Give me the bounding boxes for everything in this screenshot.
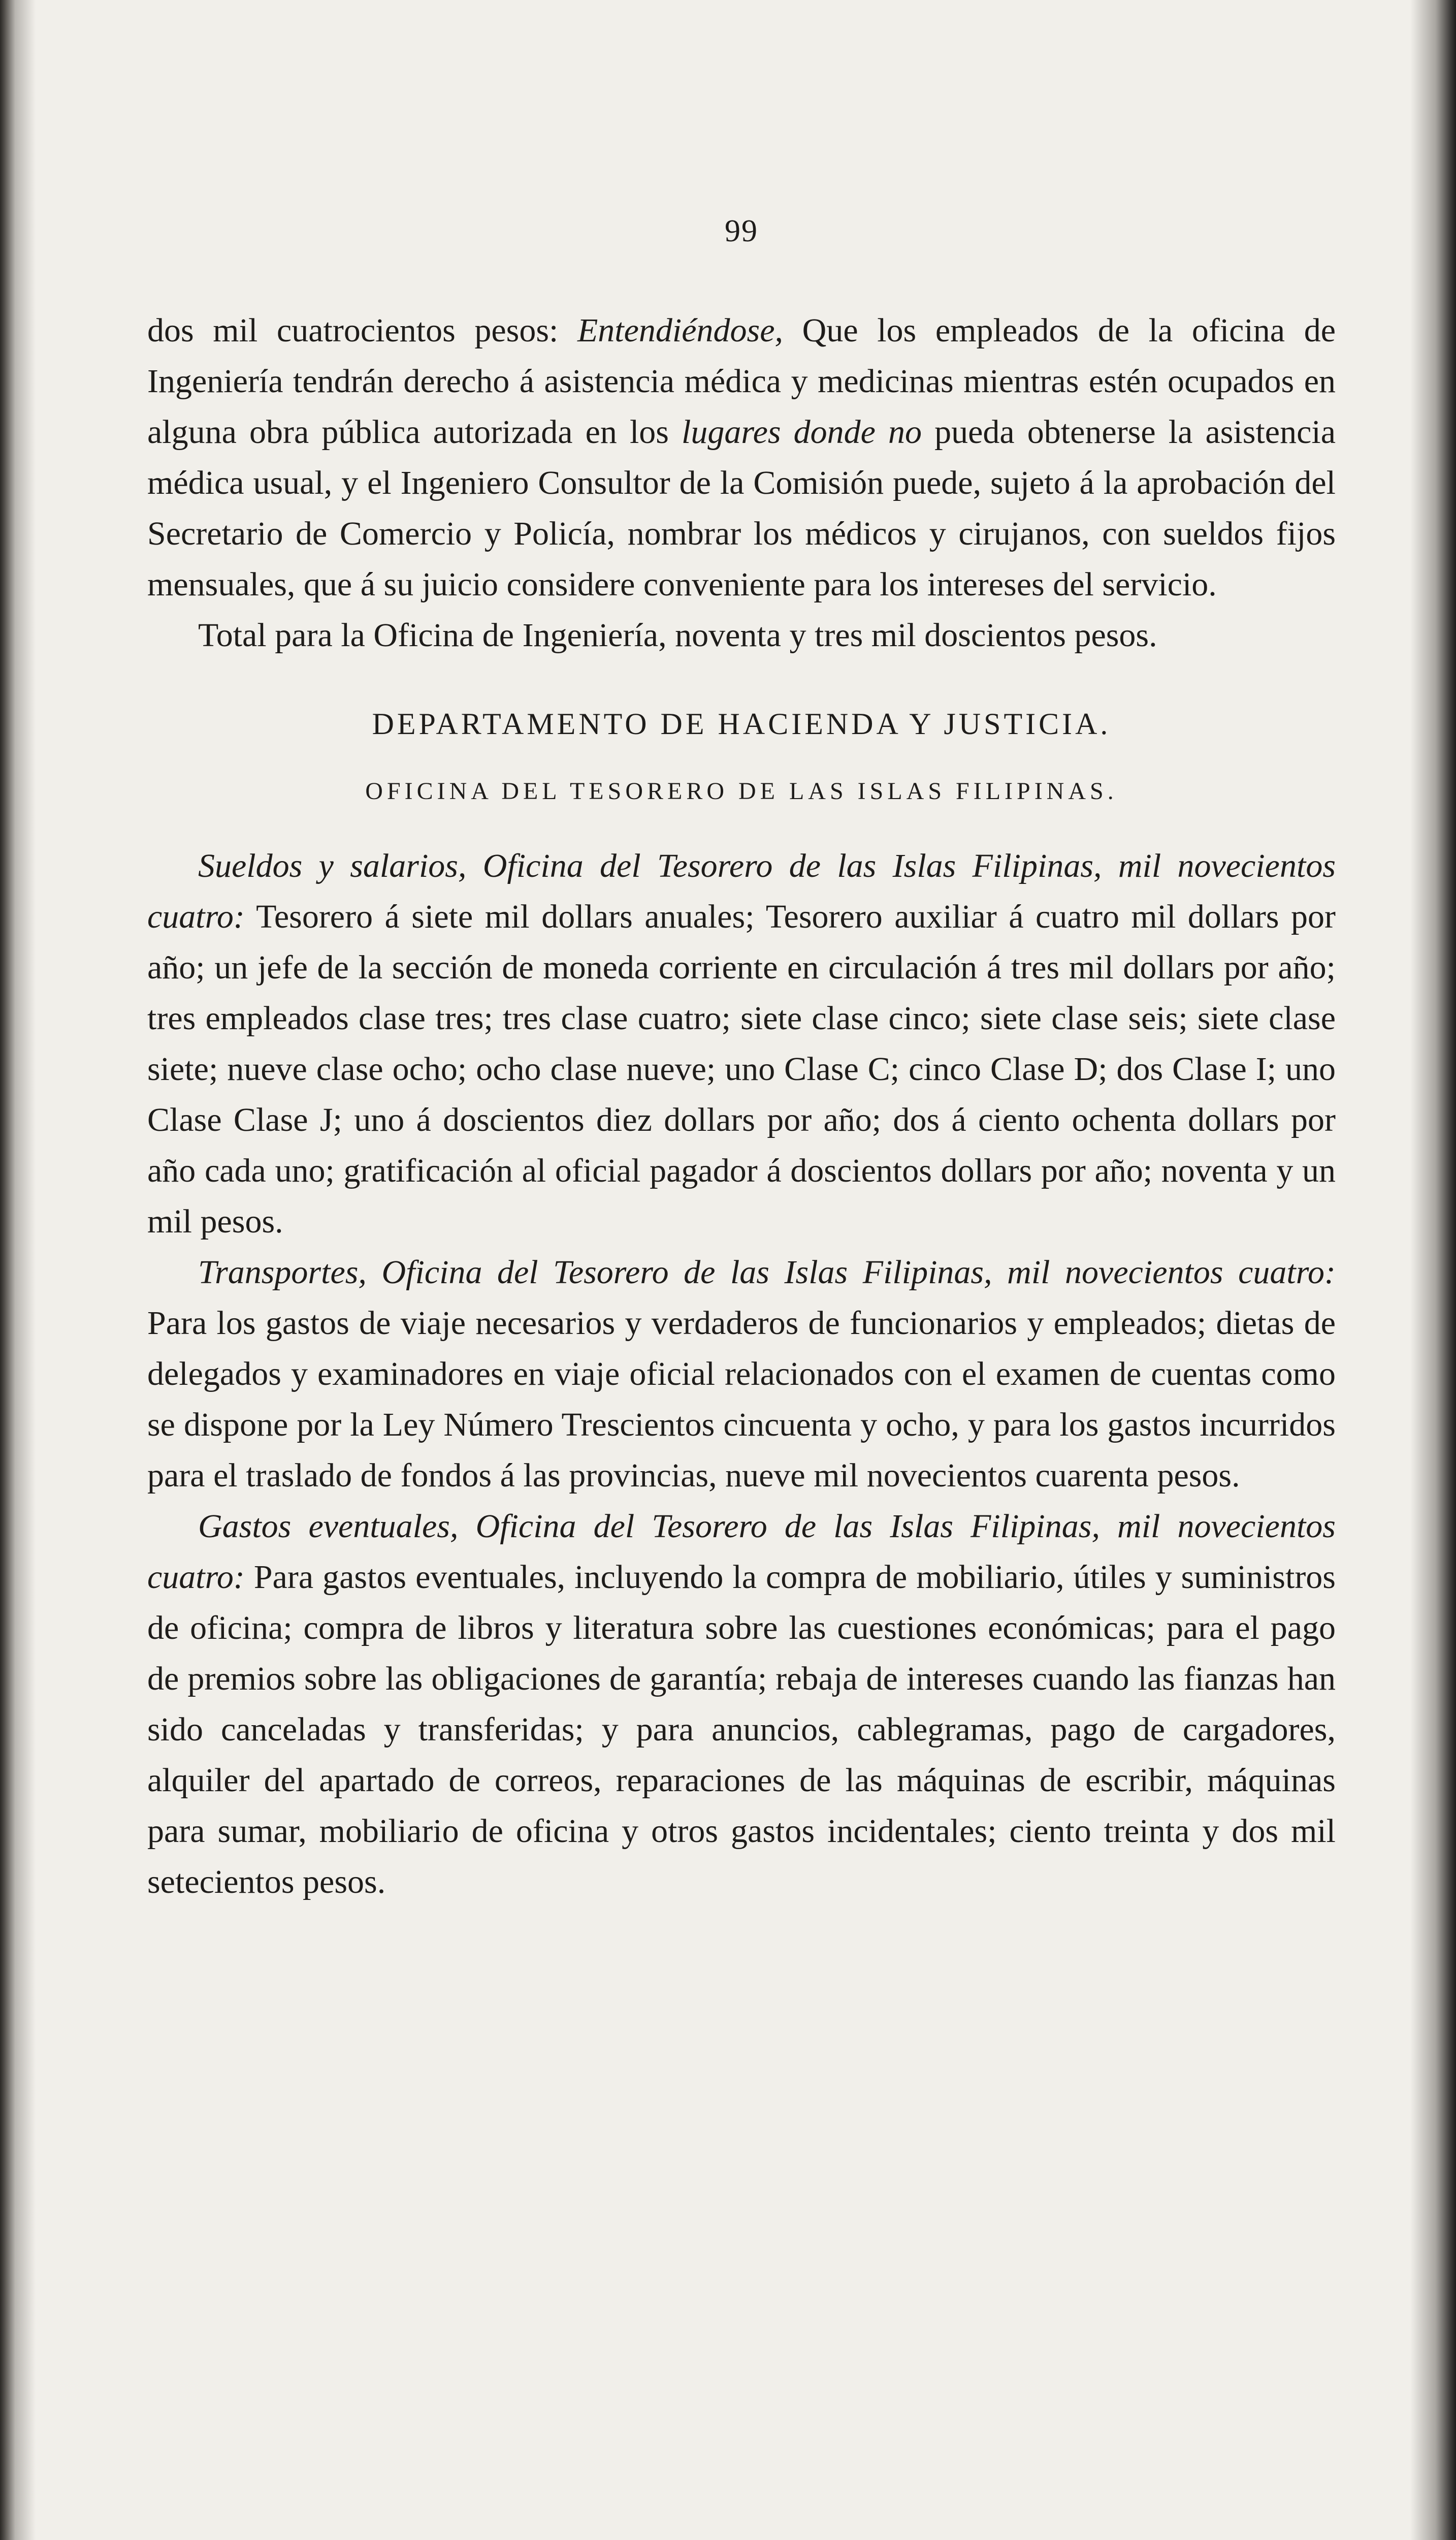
page-edge-left [0,0,36,2540]
paragraph-text: Para los gastos de viaje necesarios y verdaderos de funcionarios y empleados; dietas de delegados y examinadores en viaje oficial relacionados con el examen de cuentas como se dispone por la Ley Número Trescientos cincuenta y ocho, y para los gastos incurridos para el traslado de fondos á las provincias, nueve mil novecientos cuarenta pesos. [147,1305,1336,1494]
paragraph-text: Que los empleados de la oficina de Ingeniería tendrán derecho á asistencia médica y medicinas mientras estén ocupados en alguna obra pública autorizada en los [147,312,1336,451]
paragraph-medical-assistance [147,305,1336,610]
paragraph-contingent-expenses [147,1501,1336,1908]
paragraph-total-engineering: Total para la Oficina de Ingeniería, noventa y tres mil doscientos pesos. [198,617,1157,654]
paragraph-text: pueda obtenerse la asistencia médica usual, y el Ingeniero Consultor de la Comisión puede, sujeto á la aprobación del Secretario de Comercio y Policía, nombrar los médicos y cirujanos, con sueldos fijos mensuales, que á su juicio considere conveniente para los intereses del servicio. [147,414,1336,603]
section-subheading: OFICINA DEL TESORERO DE LAS ISLAS FILIPINAS. [365,778,1118,805]
paragraph-text: Tesorero á siete mil dollars anuales; Tesorero auxiliar á cuatro mil dollars por año; un jefe de la sección de moneda corriente en circulación á tres mil dollars por año; tres empleados clase tres; tres clase cuatro; siete clase cinco; siete clase seis; siete clase siete; nueve clase ocho; ocho clase nueve; uno Clase C; cinco Clase D; dos Clase I; uno Clase Clase J; uno á doscientos diez dollars por año; dos á ciento ochenta dollars por año cada uno; gratificación al oficial pagador á doscientos dollars por año; noventa y un mil pesos. [147,898,1336,1240]
item-title: Gastos eventuales, Oficina del Tesorero de las Islas Filipinas, mil novecientos cuatro: [147,1508,1336,1596]
page-number: 99 [725,214,758,248]
section-heading: DEPARTAMENTO DE HACIENDA Y JUSTICIA. [372,707,1111,741]
paragraph-text: dos mil cuatrocientos pesos: [147,312,577,349]
page-edge-right [1410,0,1456,2540]
page-body [147,213,1336,1908]
italic-text: lugares donde no [682,414,922,451]
italic-text: Entendiéndose, [577,312,784,349]
paragraph-text: Para gastos eventuales, incluyendo la compra de mobiliario, útiles y suministros de oficina; compra de libros y literatura sobre las cuestiones económicas; para el pago de premios sobre las obligaciones de garantía; rebaja de intereses cuando las fianzas han sido canceladas y transferidas; y para anuncios, cablegramas, pago de cargadores, alquiler del apartado de correos, reparaciones de las máquinas de escribir, máquinas para sumar, mobiliario de oficina y otros gastos incidentales; ciento treinta y dos mil setecientos pesos. [147,1559,1336,1900]
item-title: Sueldos y salarios, Oficina del Tesorero de las Islas Filipinas, mil novecientos cuatro: [147,847,1336,935]
item-title: Transportes, Oficina del Tesorero de las Islas Filipinas, mil novecientos cuatro: [198,1254,1336,1291]
paragraph-transport [147,1247,1336,1501]
paragraph-salaries [147,841,1336,1247]
